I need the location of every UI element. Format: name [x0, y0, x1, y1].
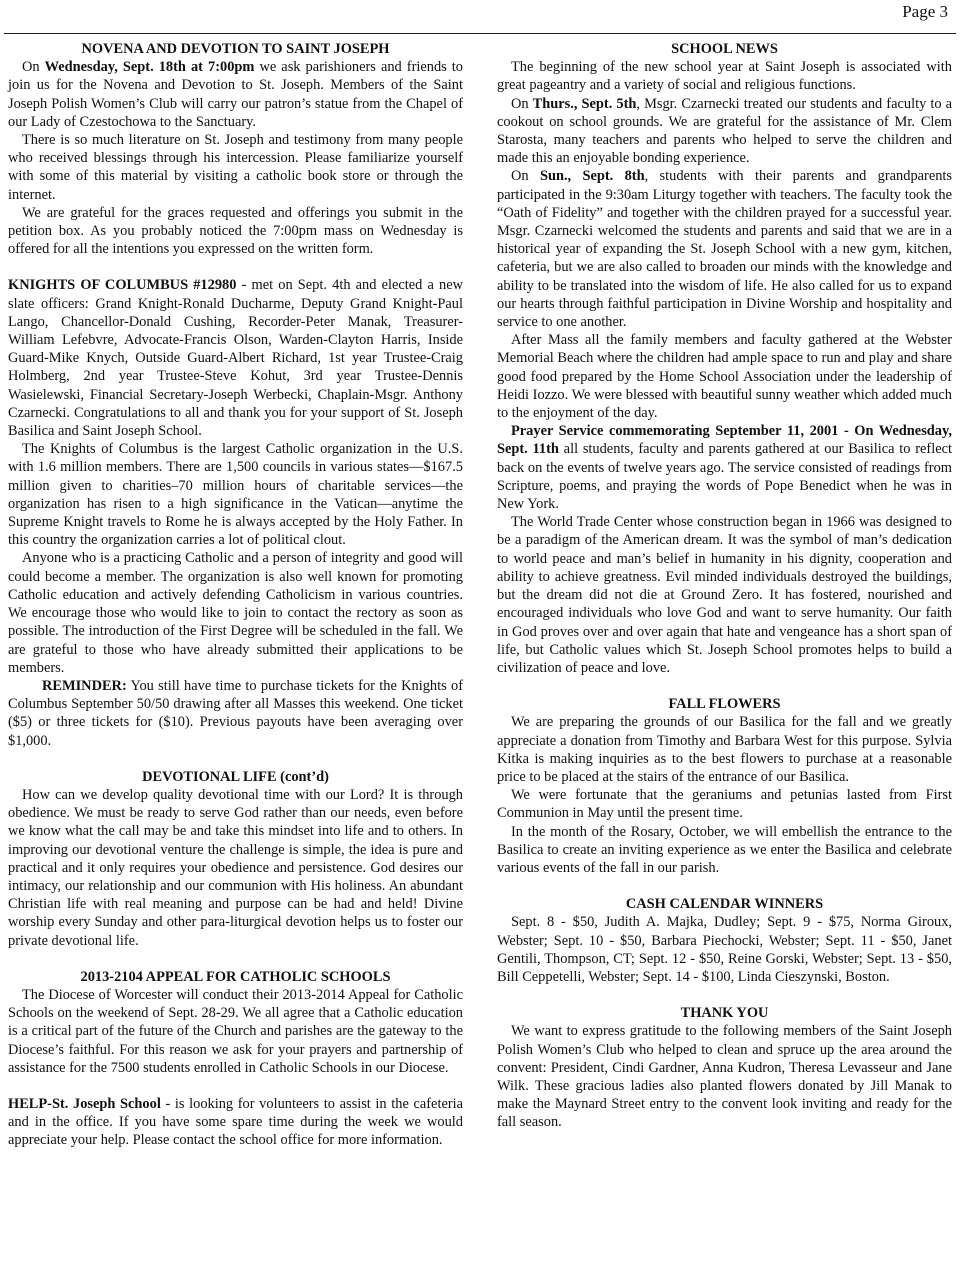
help-paragraph: [8, 1095, 463, 1150]
thank-you-title: THANK YOU: [680, 1005, 769, 1022]
devotional-section: [8, 768, 463, 950]
novena-lead: On: [22, 59, 45, 76]
page-header: [0, 0, 960, 30]
devotional-title: DEVOTIONAL LIFE (cont’d): [142, 768, 329, 785]
devotional-paragraph: How can we develop quality devotional time with our Lord? It is through obedience. We must be ready to serve God rather than our needs, even before we know what the call may be and take this mindset into life and to others. In improving our devotional venture the challenge is simple, the idea is pure and practical and it only requires your obedience and persistence. God desires our intimacy, our relationship and our communion with His holiness. An abundant Christian life with real meaning and purpose can be had and held! Divine worship every Sunday and other para-liturgical devotion helps us to foster our private devotional life.: [8, 786, 463, 949]
help-text: - is looking for volunteers to assist in the cafeteria and in the office. If you have some spare time during the week we would appreciate your help. Please contact the school office for more information.: [8, 1095, 464, 1149]
novena-title: NOVENA AND DEVOTION TO SAINT JOSEPH: [81, 41, 390, 57]
prayer-service-heading: Prayer Service commemorating September 11, 2001 - On Wednesday, Sept. 11th: [497, 423, 952, 458]
school-news-lead: On: [511, 168, 540, 185]
prayer-service-text: all students, faculty and parents gathered at our Basilica to reflect back on the events of twelve years ago. The service consisted of readings from Scripture, poems, and praying the words of Pope Benedict when he was in New York.: [497, 441, 952, 513]
knights-paragraph: The Knights of Columbus is the largest Catholic organization in the U.S. with 1.6 million members. There are 1,500 councils in various states—$167.5 million given to charities–70 million hours of charitable services—the organization has risen to a high significance in the Vatican—anytime the Supreme Knight travels to Rome he is always accepted by the Holy Father. In this country the organization carries a lot of political clout.: [8, 441, 463, 549]
school-news-paragraph: The World Trade Center whose construction began in 1966 was designed to be a paradigm of the American dream. It was the symbol of man’s dedication to world peace and man’s belief in humanity in his dignity, cooperation and ability to achieve greatness. Evil minded individuals destroyed the buildings, but the dream did not die at Ground Zero. It has fostered, nourished and encouraged individuals who love God and want to serve humanity. Our faith in God proves over and over again that hate and vengeance has a short span of life, but Catholic values which St. Joseph School promotes helps to build a civilization of peace and love.: [497, 514, 952, 676]
knights-text: - met on Sept. 4th and elected a new slate officers: Grand Knight-Ronald Ducharme, Deputy Grand Knight-Paul Lango, Chancellor-Donald Cushing, Recorder-Peter Manak, Treasurer-William Lefebvre, Advocate-Francis Olson, Warden-Clayton Harris, Inside Guard-Mike Knych, Outside Guard-Albert Richard, 1st year Trustee-Craig Holmberg, 2nd year Trustee-Steve Kohut, 3rd year Trustee-Dennis Wasielewski, Financial Secretary-Joseph Werbecki, Chaplain-Msgr. Anthony Czarnecki. Congratulations to all and thank you for your support of St. Joseph Basilica and Saint Joseph School.: [8, 277, 464, 440]
reminder-label: REMINDER:: [42, 677, 127, 694]
school-news-section: [497, 40, 952, 677]
cash-calendar-paragraph: Sept. 8 - $50, Judith A. Majka, Dudley; Sept. 9 - $75, Norma Giroux, Webster; Sept. 10 - $50, Barbara Piechocki, Webster; Sept. 11 - $50, Janet Gentili, Thompson, CT; Sept. 12 - $50, Reine Gorski, Webster; Sept. 13 - $50, Bill Ceppetelli, Webster; Sept. 14 - $100, Linda Cieszynski, Boston.: [497, 914, 952, 985]
thank-you-paragraph: We want to express gratitude to the following members of the Saint Joseph Polish Women’s Club who helped to clean and spruce up the area around the convent: President, Cindi Gardner, Anna Kudron, Theresa Levasseur and Jane Wilk. These gracious ladies also planted flowers donated by Jill Manak to make the Maynard Street entry to the convent look inviting and ready for the fall season.: [497, 1023, 952, 1131]
fall-flowers-title: FALL FLOWERS: [668, 696, 781, 713]
school-news-text: , Msgr. Czarnecki treated our students and faculty to a cookout on school grounds. We are grateful for the assistance of Mr. Clem Starosta, many teachers and parents who helped to serve the children and made this an enjoyable bonding experience.: [497, 95, 952, 167]
novena-date: Wednesday, Sept. 18th at 7:00pm: [44, 59, 255, 76]
fall-flowers-paragraph: We are preparing the grounds of our Basilica for the fall and we greatly appreciate a donation from Timothy and Barbara West for this purpose. Sylvia Kitka is making inquiries as to the best flowers to purchase at a reasonable price to be placed at the stairs of the entrance of our Basilica.: [497, 714, 952, 785]
novena-paragraph: There is so much literature on St. Joseph and testimony from many people who received blessings through his intercession. Please familiarize yourself with some of this material by visiting a catholic book store or through the internet.: [8, 132, 463, 203]
cash-calendar-section: [497, 895, 952, 986]
school-news-title: SCHOOL NEWS: [671, 41, 778, 57]
header-rule: [4, 33, 956, 34]
knights-paragraph: [8, 276, 463, 440]
school-news-paragraph: [497, 167, 952, 331]
fall-flowers-paragraph: We were fortunate that the geraniums and petunias lasted from First Communion in May until the present time.: [497, 787, 952, 822]
school-news-lead: On: [511, 95, 533, 112]
thank-you-section: [497, 1004, 952, 1131]
novena-section: [8, 40, 463, 258]
school-news-date: Sun., Sept. 8th: [539, 168, 645, 185]
school-news-paragraph: After Mass all the family members and faculty gathered at the Webster Memorial Beach where the children had ample space to run and play and share good food prepared by the Home School Association under the leadership of Heidi Iozzo. We were blessed with beautiful sunny weather which added much to the enjoyment of the day.: [497, 332, 952, 422]
reminder-text: You still have time to purchase tickets for the Knights of Columbus September 50/50 drawing after all Masses this weekend. One ticket ($5) or three tickets for ($10). Previous payouts have been averaging over $1,000.: [8, 677, 463, 749]
school-news-text: , students with their parents and grandparents participated in the 9:30am Liturgy together with teachers. The faculty took the “Oath of Fidelity” and together with the children prayed for a successful year. Msgr. Czarnecki welcomed the students and parents and said that we are in a historical year of expanding the St. Joseph School with a new gym, kitchen, cafeteria, but we are also called to broaden our minds with the knowledge and ability to be translated into the wisdom of life. He also called for us to expand our hearts through faithful participation in Divine Worship and hospitality and service to one another.: [497, 168, 952, 331]
appeal-paragraph: The Diocese of Worcester will conduct their 2013-2014 Appeal for Catholic Schools on the weekend of Sept. 28-29. We all agree that a Catholic education is a critical part of the future of the Church and parishes are the gateway to the Diocese’s faithful. For this reason we ask for your prayers and partnership of assistance for the 7500 students enrolled in Catholic Schools in our Diocese.: [8, 986, 463, 1076]
knights-section: [8, 276, 463, 749]
page-number: Page 3: [902, 2, 948, 21]
left-column: [8, 40, 463, 1168]
knights-paragraph: Anyone who is a practicing Catholic and a person of integrity and good will could become a member. The organization is also well known for promoting Catholic education and actively defending Catholicism in various countries. We encourage those who would like to join to contact the rectory as soon as possible. The introduction of the First Degree will be scheduled in the fall. We are grateful to those who have already submitted their applications to be members.: [8, 550, 463, 676]
novena-paragraph: We are grateful for the graces requested and offerings you submit in the petition box. As you probably noticed the 7:00pm mass on Wednesday is offered for all the intentions you expressed on the written form.: [8, 204, 463, 258]
appeal-title: 2013-2104 APPEAL FOR CATHOLIC SCHOOLS: [80, 968, 391, 985]
fall-flowers-paragraph: In the month of the Rosary, October, we will embellish the entrance to the Basilica to create an inviting experience as we enter the Basilica and celebrate various events of the fall in our parish.: [497, 823, 952, 876]
fall-flowers-section: [497, 695, 952, 877]
novena-paragraph: [8, 58, 463, 131]
appeal-section: [8, 968, 463, 1077]
cash-calendar-title: CASH CALENDAR WINNERS: [625, 896, 824, 913]
knights-title: KNIGHTS OF COLUMBUS #12980: [8, 277, 237, 294]
prayer-service-paragraph: [497, 422, 952, 513]
help-label: HELP-St. Joseph School: [8, 1095, 161, 1112]
school-news-date: Thurs., Sept. 5th: [532, 95, 637, 112]
help-section: [8, 1095, 463, 1150]
right-column: [497, 40, 952, 1150]
school-news-paragraph: [497, 95, 952, 168]
novena-text: we ask parishioners and friends to join us for the Novena and Devotion to St. Joseph. Members of the Saint Joseph Polish Women’s Club will carry our patron’s statue from the Chapel of our Lady of Czestochowa to the Sanctuary.: [8, 59, 463, 130]
school-news-paragraph: The beginning of the new school year at Saint Joseph is associated with great pageantry and a variety of social and religious functions.: [497, 59, 952, 94]
reminder-paragraph: [8, 677, 463, 750]
